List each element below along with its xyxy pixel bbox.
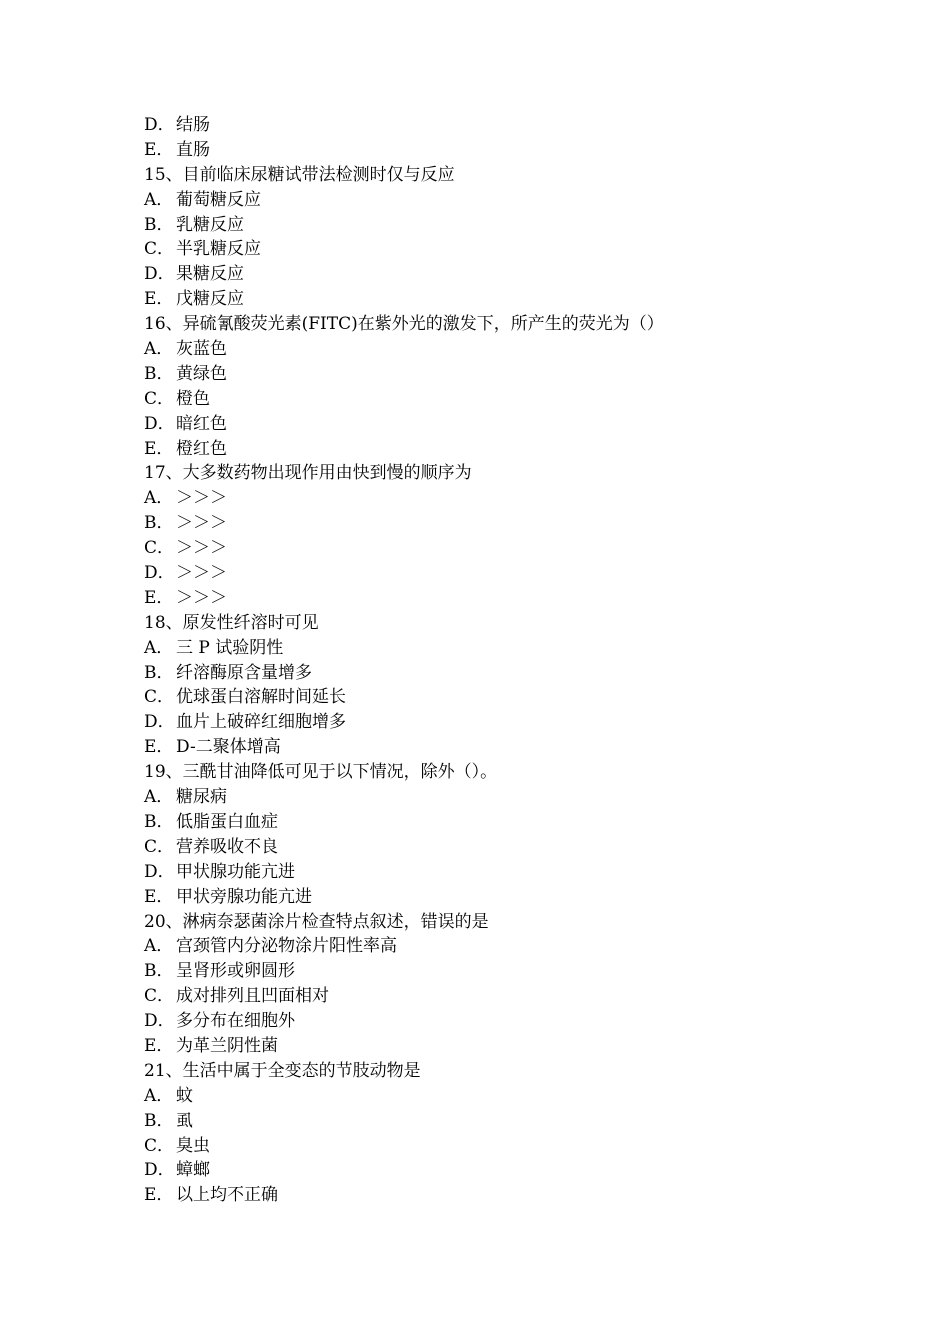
option-text: 结肠 [176,115,210,135]
option-letter: D． [144,712,175,733]
option-text: 直肠 [176,139,210,160]
option-letter: C． [144,986,175,1007]
option-text: ＞＞＞ [176,488,227,509]
option-letter: A． [144,488,174,509]
option-letter: E． [144,289,174,310]
answer-option [144,959,844,984]
option-text: 果糖反应 [176,264,244,285]
option-letter: E． [144,886,174,907]
answer-option [144,860,844,885]
option-text: 营养吸收不良 [176,836,278,857]
option-letter: D． [144,861,175,882]
option-text: 灰蓝色 [176,339,227,360]
answer-option [144,636,844,661]
answer-option [144,810,844,835]
answer-option [144,188,844,213]
option-letter: D． [144,563,175,584]
answer-option [144,486,844,511]
option-letter: A． [144,637,174,658]
question-stem: 18、原发性纤溶时可见 [144,612,319,633]
answer-option [144,735,844,760]
answer-option [144,1158,844,1183]
option-letter: C． [144,388,175,409]
option-text: 多分布在细胞外 [176,1011,295,1032]
answer-option [144,287,844,312]
option-letter: B． [144,961,174,982]
option-letter: E． [144,737,174,758]
answer-option [144,1084,844,1109]
option-letter: C． [144,836,175,857]
question-stem: 16、异硫氰酸荧光素(FITC)在紫外光的激发下，所产生的荧光为（） [144,314,664,335]
question-stem: 21、生活中属于全变态的节肢动物是 [144,1060,421,1081]
answer-option [144,984,844,1009]
answer-option [144,586,844,611]
option-text: 蟑螂 [176,1160,210,1181]
answer-option [144,237,844,262]
option-text: 葡萄糖反应 [176,189,261,210]
option-text: 纤溶酶原含量增多 [176,662,312,683]
answer-option [144,213,844,238]
option-text: 乳糖反应 [176,214,244,235]
option-letter: A． [144,936,174,957]
answer-option [144,1183,844,1208]
option-text: 优球蛋白溶解时间延长 [176,687,346,708]
question-stem: 17、大多数药物出现作用由快到慢的顺序为 [144,463,472,484]
option-letter: B． [144,363,174,384]
answer-option [144,885,844,910]
option-letter: E． [144,587,174,608]
question-stem: 20、淋病奈瑟菌涂片检查特点叙述，错误的是 [144,911,489,932]
option-letter: E． [144,1035,174,1056]
option-text: 成对排列且凹面相对 [176,986,329,1007]
answer-option [144,412,844,437]
answer-option [144,785,844,810]
option-text: 糖尿病 [176,787,227,808]
option-text: 蚊 [176,1085,193,1106]
option-text: 以上均不正确 [176,1185,278,1206]
option-text: 为革兰阴性菌 [176,1035,278,1056]
option-letter: A． [144,787,174,808]
answer-option [144,1009,844,1034]
option-text: ＞＞＞ [176,513,227,534]
option-text: 甲状腺功能亢进 [176,861,295,882]
option-letter: C． [144,687,175,708]
answer-option [144,337,844,362]
option-text: 三 P 试验阴性 [176,637,284,658]
option-text: 低脂蛋白血症 [176,811,278,832]
option-text: 甲状旁腺功能亢进 [176,886,312,907]
option-text: 戊糖反应 [176,289,244,310]
answer-option [144,1134,844,1159]
question-stem: 15、目前临床尿糖试带法检测时仅与反应 [144,164,455,185]
option-text: 暗红色 [176,413,227,434]
option-text: ＞＞＞ [176,538,227,559]
option-text: 血片上破碎红细胞增多 [176,712,346,733]
option-letter: A． [144,1085,174,1106]
answer-option [144,685,844,710]
answer-option [144,661,844,686]
option-letter: D． [144,115,175,135]
answer-option [144,1109,844,1134]
option-text: 黄绿色 [176,363,227,384]
answer-option [144,511,844,536]
option-letter: B． [144,811,174,832]
answer-option [144,1034,844,1059]
option-text: 半乳糖反应 [176,239,261,260]
option-letter: C． [144,239,175,260]
option-letter: D． [144,1160,175,1181]
answer-option [144,387,844,412]
answer-option [144,262,844,287]
question-list [144,113,844,1208]
answer-option [144,561,844,586]
answer-option [144,934,844,959]
option-text: 橙色 [176,388,210,409]
answer-option [144,835,844,860]
option-letter: A． [144,339,174,360]
option-letter: D． [144,1011,175,1032]
option-letter: E． [144,1185,174,1206]
option-text: 臭虫 [176,1135,210,1156]
option-letter: B． [144,513,174,534]
option-text: 宫颈管内分泌物涂片阳性率高 [176,936,397,957]
option-letter: E． [144,438,174,459]
question-stem: 19、三酰甘油降低可见于以下情况，除外（）。 [144,762,498,783]
option-letter: E． [144,139,174,160]
option-text: 橙红色 [176,438,227,459]
answer-option [144,362,844,387]
answer-option [144,138,844,163]
option-letter: B． [144,662,174,683]
option-text: 虱 [176,1110,193,1131]
option-text: ＞＞＞ [176,563,227,584]
option-text: D-二聚体增高 [176,737,281,758]
option-letter: B． [144,214,174,235]
option-text: ＞＞＞ [176,587,227,608]
option-letter: B． [144,1110,174,1131]
option-letter: C． [144,1135,175,1156]
answer-option [144,536,844,561]
option-letter: A． [144,189,174,210]
option-letter: D． [144,413,175,434]
answer-option [144,437,844,462]
answer-option [144,710,844,735]
option-letter: C． [144,538,175,559]
option-text: 呈肾形或卵圆形 [176,961,295,982]
option-letter: D． [144,264,175,285]
answer-option [144,113,844,138]
